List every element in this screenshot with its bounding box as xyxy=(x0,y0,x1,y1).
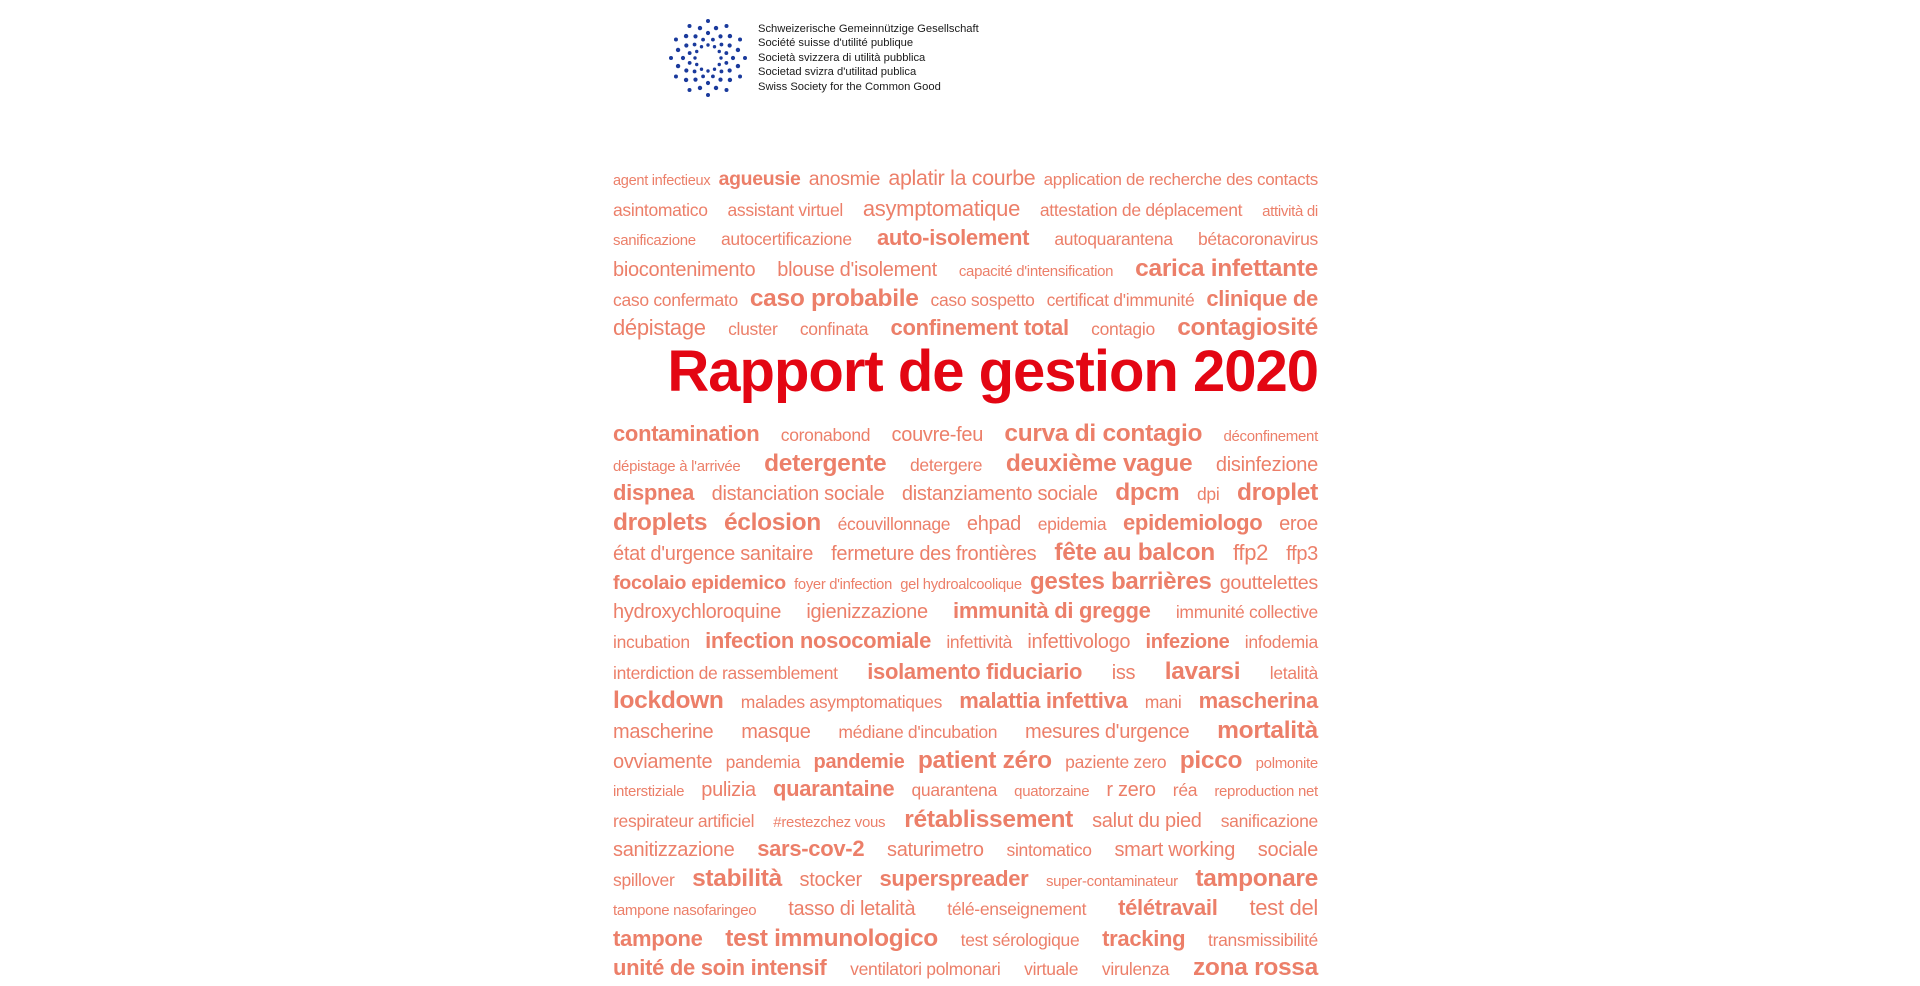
word: test del xyxy=(1249,895,1318,920)
logo-dot xyxy=(718,34,722,38)
logo-dot xyxy=(674,38,678,42)
organization-name-it: Società svizzera di utilità pubblica xyxy=(758,51,926,64)
logo-dot xyxy=(711,74,715,78)
word: agent infectieux xyxy=(613,173,711,189)
word-row xyxy=(613,924,1318,957)
word: detergente xyxy=(764,449,887,477)
word: infodemia xyxy=(1244,631,1318,652)
word: infettivologo xyxy=(1027,630,1131,653)
word: mascherine xyxy=(613,720,714,743)
word: detergere xyxy=(910,454,983,475)
logo-dot xyxy=(693,78,697,82)
word: iss xyxy=(1111,661,1136,684)
word: ffp3 xyxy=(1286,542,1318,565)
logo-dot xyxy=(693,70,697,74)
word: ehpad xyxy=(966,513,1021,536)
logo-dot xyxy=(706,81,710,85)
logo-dot xyxy=(701,38,705,42)
word: picco xyxy=(1179,746,1243,774)
word: rétablissement xyxy=(904,805,1074,833)
organization-logo xyxy=(668,18,998,98)
word: test sérologique xyxy=(960,929,1080,950)
word: letalità xyxy=(1269,662,1318,683)
word: stocker xyxy=(799,869,862,892)
word: saturimetro xyxy=(887,838,984,861)
word: écouvillonnage xyxy=(837,514,951,535)
logo-dot xyxy=(714,86,718,90)
logo-dot xyxy=(688,51,692,55)
word: pulizia xyxy=(701,779,756,802)
word: tamponare xyxy=(1195,865,1318,893)
logo-dot xyxy=(706,43,709,46)
word-row xyxy=(613,449,1318,482)
logo-dot xyxy=(718,50,721,53)
dotted-star-logo-icon xyxy=(668,18,748,98)
logo-dot xyxy=(700,45,703,48)
word: confinata xyxy=(799,319,869,340)
logo-dot xyxy=(713,45,716,48)
word: blouse d'isolement xyxy=(777,259,937,282)
logo-dot xyxy=(719,56,722,59)
word: capacité d'intensification xyxy=(958,263,1114,281)
logo-dot xyxy=(684,34,688,38)
logo-dot xyxy=(688,61,692,65)
logo-dot xyxy=(720,43,724,47)
word: quarantaine xyxy=(772,776,895,802)
word: droplet xyxy=(1237,479,1318,507)
word: r zero xyxy=(1106,779,1156,802)
word: asintomatico xyxy=(613,199,708,220)
word: infettività xyxy=(946,631,1013,652)
word: respirateur artificiel xyxy=(613,810,755,831)
word: malades asymptomatiques xyxy=(740,692,943,713)
logo-dot xyxy=(728,43,732,47)
word-row xyxy=(613,481,1318,511)
organization-name-rm: Societad svizra d'utilitad publica xyxy=(758,66,917,79)
word: certificat d'immunité xyxy=(1046,289,1195,310)
word: assistant virtuel xyxy=(727,199,843,220)
word: eroe xyxy=(1279,513,1318,536)
word: contagiosité xyxy=(1177,314,1318,342)
word-row xyxy=(613,689,1318,719)
word: sanificazione xyxy=(1220,810,1318,831)
logo-dot xyxy=(674,75,678,79)
word-row xyxy=(613,284,1318,317)
logo-dot xyxy=(688,88,692,92)
word: dpcm xyxy=(1115,479,1180,507)
word: asymptomatique xyxy=(862,195,1021,221)
logo-dot xyxy=(706,93,710,97)
word: anosmie xyxy=(808,168,881,190)
word: autoquarantena xyxy=(1054,229,1173,250)
logo-dot xyxy=(684,43,688,47)
logo-dot xyxy=(724,51,728,55)
word: auto-isolement xyxy=(876,225,1030,251)
word: biocontenimento xyxy=(613,259,756,282)
word: interstiziale xyxy=(613,783,685,801)
word-row xyxy=(613,422,1318,452)
word: caso probabile xyxy=(749,284,919,312)
word: gouttelettes xyxy=(1219,572,1318,595)
word: sanitizzazione xyxy=(613,838,735,861)
word-row xyxy=(613,867,1318,897)
logo-dot xyxy=(681,56,685,60)
logo-dot xyxy=(736,64,740,68)
word: autocertificazione xyxy=(720,229,852,250)
word-row xyxy=(613,600,1318,630)
word: télétravail xyxy=(1118,895,1218,920)
word: attestation de déplacement xyxy=(1039,199,1243,220)
word: médiane d'incubation xyxy=(838,721,998,742)
logo-dot xyxy=(736,48,740,52)
word: contagio xyxy=(1091,319,1155,340)
word: réa xyxy=(1172,780,1198,801)
word: unité de soin intensif xyxy=(613,955,827,981)
word: focolaio epidemico xyxy=(613,572,786,595)
word: virtuale xyxy=(1024,959,1079,980)
word-row xyxy=(613,778,1318,808)
word: caso sospetto xyxy=(930,289,1035,310)
logo-dot xyxy=(706,31,710,35)
logo-dot xyxy=(693,43,697,47)
word: deuxième vague xyxy=(1005,449,1193,477)
logo-dot xyxy=(728,68,732,72)
logo-dot xyxy=(718,78,722,82)
logo-dot xyxy=(720,70,724,74)
logo-dot xyxy=(728,78,732,82)
logo-dot xyxy=(688,24,692,28)
word: lavarsi xyxy=(1164,657,1241,685)
word: fermeture des frontières xyxy=(831,542,1037,565)
word: dpi xyxy=(1196,484,1220,505)
word: disinfezione xyxy=(1215,453,1318,476)
logo-dot xyxy=(738,75,742,79)
word-row xyxy=(613,716,1318,749)
logo-dot xyxy=(743,56,747,60)
word: contamination xyxy=(613,421,760,446)
logo-dot xyxy=(698,26,702,30)
word: tampone xyxy=(613,925,703,951)
word-row xyxy=(613,627,1318,660)
word: couvre-feu xyxy=(891,424,984,446)
word: application de recherche des contacts xyxy=(1043,170,1318,189)
word: agueusie xyxy=(718,168,801,190)
word: igienizzazione xyxy=(806,601,928,624)
word: attività di xyxy=(1262,202,1318,220)
word: quarantena xyxy=(911,780,998,801)
word: mani xyxy=(1144,692,1182,713)
word: malattia infettiva xyxy=(959,688,1128,714)
word-row xyxy=(613,257,1318,287)
word: quatorzaine xyxy=(1014,783,1090,801)
word: dépistage à l'arrivée xyxy=(613,457,741,475)
word: transmissibilité xyxy=(1208,929,1318,950)
word: immunité collective xyxy=(1175,602,1318,623)
word: super-contaminateur xyxy=(1045,873,1178,891)
word: test immunologico xyxy=(725,924,938,952)
word: #restezchez vous xyxy=(773,813,886,831)
word: polmonite xyxy=(1255,754,1318,772)
word: immunità di gregge xyxy=(953,598,1151,624)
word: ffp2 xyxy=(1232,539,1269,565)
word: patient zéro xyxy=(917,746,1052,774)
word: tracking xyxy=(1102,925,1186,951)
logo-dot xyxy=(684,78,688,82)
logo-dot xyxy=(700,68,703,71)
logo-dot xyxy=(728,34,732,38)
word: distanziamento sociale xyxy=(901,483,1098,506)
word-row xyxy=(613,835,1318,868)
word: sociale xyxy=(1257,838,1318,861)
word: reproduction net xyxy=(1214,783,1318,801)
logo-dot xyxy=(695,50,698,53)
logo-dot xyxy=(706,69,709,72)
word: superspreader xyxy=(879,866,1029,892)
word: epidemiologo xyxy=(1123,510,1263,536)
word: dispnea xyxy=(613,480,695,506)
word-row xyxy=(613,538,1318,571)
organization-name-en: Swiss Society for the Common Good xyxy=(758,80,941,93)
logo-dot xyxy=(718,63,721,66)
word-row xyxy=(613,168,1318,198)
word: infezione xyxy=(1145,630,1230,653)
word: spillover xyxy=(613,870,675,891)
word: foyer d'infection xyxy=(794,577,892,594)
logo-dot xyxy=(676,64,680,68)
logo-dot xyxy=(693,56,696,59)
word: état d'urgence sanitaire xyxy=(613,542,814,565)
word: smart working xyxy=(1114,838,1236,861)
logo-dot xyxy=(693,34,697,38)
word-row xyxy=(613,805,1318,838)
word: aplatir la courbe xyxy=(888,166,1036,190)
word: droplets xyxy=(613,509,708,537)
logo-dot xyxy=(701,74,705,78)
word: sanificazione xyxy=(613,232,696,250)
logo-dot xyxy=(698,86,702,90)
word: epidemia xyxy=(1037,514,1107,535)
logo-dot xyxy=(738,38,742,42)
word-cloud-top xyxy=(613,168,1318,346)
word: carica infettante xyxy=(1135,255,1318,283)
word: sintomatico xyxy=(1006,839,1092,860)
word: tampone nasofaringeo xyxy=(613,902,757,919)
word-row xyxy=(613,227,1318,257)
logo-dot xyxy=(725,24,729,28)
word-row xyxy=(613,195,1318,228)
word: ventilatori polmonari xyxy=(850,959,1001,980)
logo-dot xyxy=(725,88,729,92)
logo-dot xyxy=(684,68,688,72)
word: lockdown xyxy=(613,687,724,715)
word-row xyxy=(613,746,1318,779)
word: stabilità xyxy=(692,865,782,893)
word: bétacoronavirus xyxy=(1197,229,1318,250)
word: coronabond xyxy=(780,425,871,445)
word-row xyxy=(613,897,1318,927)
word: sars-cov-2 xyxy=(757,835,865,861)
word: éclosion xyxy=(723,509,821,537)
word: pandemia xyxy=(725,751,801,772)
word: ovviamente xyxy=(613,750,713,773)
word: télé-enseignement xyxy=(947,899,1087,919)
word-row xyxy=(613,570,1318,600)
word: confinement total xyxy=(890,315,1069,341)
word: tasso di letalità xyxy=(788,898,916,920)
word: zona rossa xyxy=(1192,954,1318,982)
word: curva di contagio xyxy=(1004,420,1203,447)
logo-dot xyxy=(724,61,728,65)
organization-name-de: Schweizerische Gemeinnützige Gesellschaft xyxy=(758,23,979,35)
word-row xyxy=(613,956,1318,986)
word-row xyxy=(613,657,1318,690)
word: mortalità xyxy=(1217,716,1318,744)
word: gel hydroalcoolique xyxy=(900,577,1022,594)
word: fête au balcon xyxy=(1054,538,1215,566)
word: dépistage xyxy=(613,315,706,341)
logo-dot xyxy=(714,26,718,30)
logo-dot xyxy=(669,56,673,60)
word: infection nosocomiale xyxy=(705,627,932,653)
word-row xyxy=(613,511,1318,541)
organization-name-fr: Société suisse d'utilité publique xyxy=(758,37,914,50)
word: isolamento fiduciario xyxy=(867,658,1083,684)
word: masque xyxy=(741,720,811,743)
word: cluster xyxy=(728,319,778,340)
word: interdiction de rassemblement xyxy=(613,662,838,683)
word: virulenza xyxy=(1101,959,1170,980)
word: clinique de xyxy=(1206,285,1318,311)
word: paziente zero xyxy=(1065,751,1167,772)
word: gestes barrières xyxy=(1029,568,1212,596)
word: pandemie xyxy=(813,750,905,773)
logo-dot xyxy=(711,38,715,42)
word: hydroxychloroquine xyxy=(613,601,782,624)
word: caso confermato xyxy=(613,289,738,310)
logo-dot xyxy=(676,48,680,52)
organization-name xyxy=(758,22,979,94)
word: mascherina xyxy=(1198,688,1318,714)
word: incubation xyxy=(613,631,690,652)
word-cloud-bottom xyxy=(613,422,1318,986)
word: déconfinement xyxy=(1223,428,1318,445)
logo-dot xyxy=(695,63,698,66)
word: salut du pied xyxy=(1092,809,1202,832)
logo-dot xyxy=(706,19,710,23)
logo-dot xyxy=(731,56,735,60)
report-title: Rapport de gestion 2020 xyxy=(667,339,1318,404)
logo-dot xyxy=(713,68,716,71)
word: mesures d'urgence xyxy=(1025,720,1190,743)
word: distanciation sociale xyxy=(711,483,885,506)
